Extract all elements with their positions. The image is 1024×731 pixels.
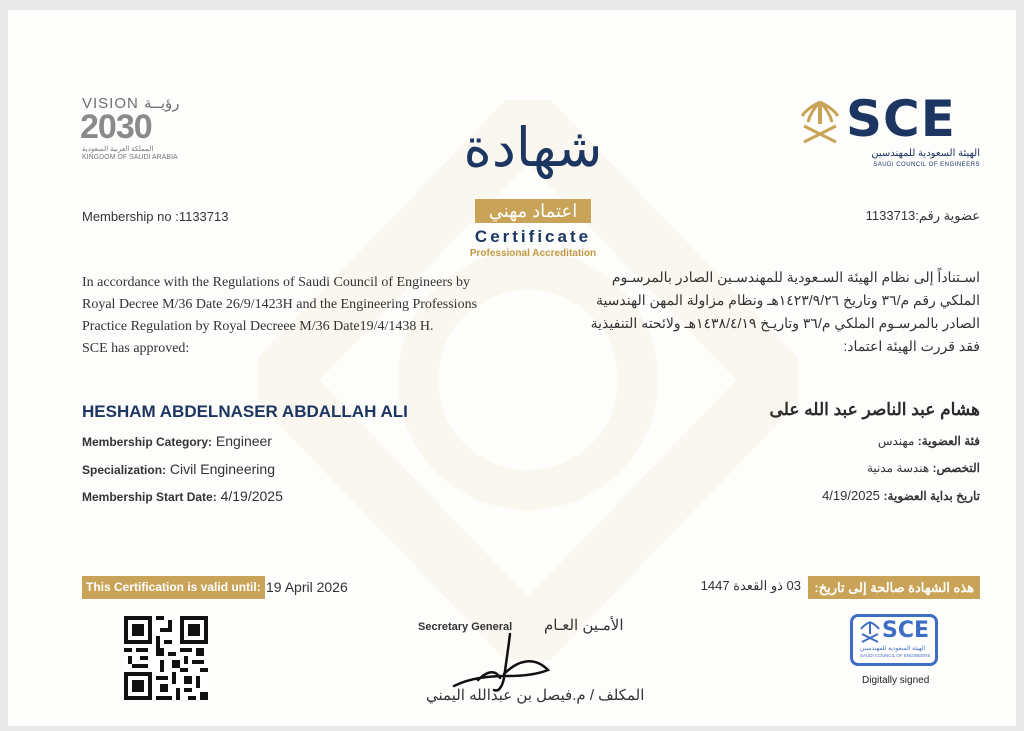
member-name-ar: هشام عبد الناصر عبد الله على xyxy=(769,400,980,419)
title-english-sub: Professional Accreditation xyxy=(469,248,597,259)
digital-stamp xyxy=(850,614,938,666)
category-label-ar: فئة العضوية: xyxy=(917,434,980,448)
stamp-palm-icon xyxy=(860,620,880,644)
membership-number-label-ar: عضوية رقم: xyxy=(915,208,980,223)
paragraph-line: Royal Decree M/36 Date 26/9/1423H and the Engineering Professions xyxy=(82,297,478,312)
validity-label-ar: هذه الشهادة صالحة إلى تاريخ: xyxy=(808,576,980,599)
membership-number-en xyxy=(82,209,228,224)
member-name-en: HESHAM ABDELNASER ABDALLAH ALI xyxy=(82,402,408,421)
paragraph-line-ar: الملكي رقم م/٣٦ وتاريخ ١٤٢٣/٩/٢٦هـ ونظام مزاولة المهن الهندسية xyxy=(595,292,980,308)
start-date-label-ar: تاريخ بداية العضوية: xyxy=(883,489,980,503)
paragraph-line: Practice Regulation by Royal Decreee M/36 Date19/4/1438 H. xyxy=(82,319,434,334)
sce-logo-word: SCE xyxy=(846,90,956,148)
secretary-general-ar: الأمـين العـام xyxy=(544,617,624,634)
title-english: Certificate xyxy=(474,227,592,246)
membership-category-en xyxy=(82,433,272,449)
palm-swords-icon xyxy=(800,96,840,146)
vision-logo-title: VISION رؤيــة xyxy=(82,95,180,112)
stamp-name-ar: الهيئة السعودية للمهندسين xyxy=(860,646,926,652)
subtitle-arabic: اعتماد مهني xyxy=(475,199,591,223)
membership-number-ar xyxy=(866,208,980,224)
paragraph-line: In accordance with the Regulations of Saudi Council of Engineers by xyxy=(82,275,471,290)
specialization-value-ar: هندسة مدنية xyxy=(866,461,930,475)
digitally-signed-label: Digitally signed xyxy=(862,675,930,686)
start-date-label: Membership Start Date: xyxy=(82,490,217,504)
specialization-ar xyxy=(867,461,980,475)
paragraph-line: SCE has approved: xyxy=(82,341,190,356)
specialization-label: Specialization: xyxy=(82,463,167,477)
category-value: Engineer xyxy=(215,433,272,449)
specialization-value: Civil Engineering xyxy=(169,461,275,477)
membership-number-value: 1133713 xyxy=(178,209,229,224)
membership-category-ar xyxy=(878,434,980,448)
stamp-name-en: SAUDI COUNCIL OF ENGINEERS xyxy=(860,653,931,658)
sce-logo xyxy=(798,90,988,170)
paragraph-line-ar: الصادر بالمرسـوم الملكي م/٣٦ وتاريـخ ١٤٣٨/٤/١٩هـ ولائحته التنفيذية xyxy=(590,315,980,331)
vision-logo-sub-ar: المملكة العربية السعودية xyxy=(82,146,154,153)
sce-logo-name-en: SAUDI COUNCIL OF ENGINEERS xyxy=(873,162,980,168)
sce-logo-name-ar: الهيئة السعودية للمهندسين xyxy=(871,148,980,159)
validity-label-en: This Certification is valid until: xyxy=(82,576,265,599)
start-date-value: 4/19/2025 xyxy=(220,488,283,504)
specialization-en xyxy=(82,461,275,477)
certificate-page xyxy=(8,10,1016,726)
specialization-label-ar: التخصص: xyxy=(932,461,980,475)
category-label: Membership Category: xyxy=(82,435,213,449)
certificate-title xyxy=(448,102,618,259)
validity-date-ar: 03 ذو القعدة 1447 xyxy=(700,578,801,593)
title-arabic: شهادة xyxy=(463,116,603,179)
membership-start-en xyxy=(82,488,283,504)
stamp-word: SCE xyxy=(882,618,930,643)
vision-logo-subtitle xyxy=(82,146,178,162)
start-date-value-ar: 4/19/2025 xyxy=(822,488,880,503)
paragraph-line-ar: اسـتناداً إلى نظام الهيئة السـعودية للمهندسـين الصادر بالمرسـوم xyxy=(611,269,980,285)
vision-logo-year: 2030 xyxy=(80,108,152,146)
regulation-paragraph-ar xyxy=(540,266,980,358)
validity-date-en: 19 April 2026 xyxy=(266,579,348,595)
qr-code-icon[interactable] xyxy=(124,616,208,700)
membership-number-label: Membership no : xyxy=(82,209,179,224)
paragraph-line-ar: فقد قررت الهيئة اعتماد: xyxy=(843,338,980,354)
category-value-ar: مهندس xyxy=(877,434,915,448)
secretary-general-en: Secretary General xyxy=(418,621,513,633)
vision-logo-sub-en: KINGDOM OF SAUDI ARABIA xyxy=(82,154,178,161)
vision-2030-logo xyxy=(80,94,190,164)
membership-number-value-ar: 1133713 xyxy=(865,208,916,223)
regulation-paragraph-en xyxy=(82,272,522,360)
membership-start-ar xyxy=(822,488,980,503)
signer-name-ar: المكلف / م.فيصل بن عبدالله اليمني xyxy=(426,687,645,704)
